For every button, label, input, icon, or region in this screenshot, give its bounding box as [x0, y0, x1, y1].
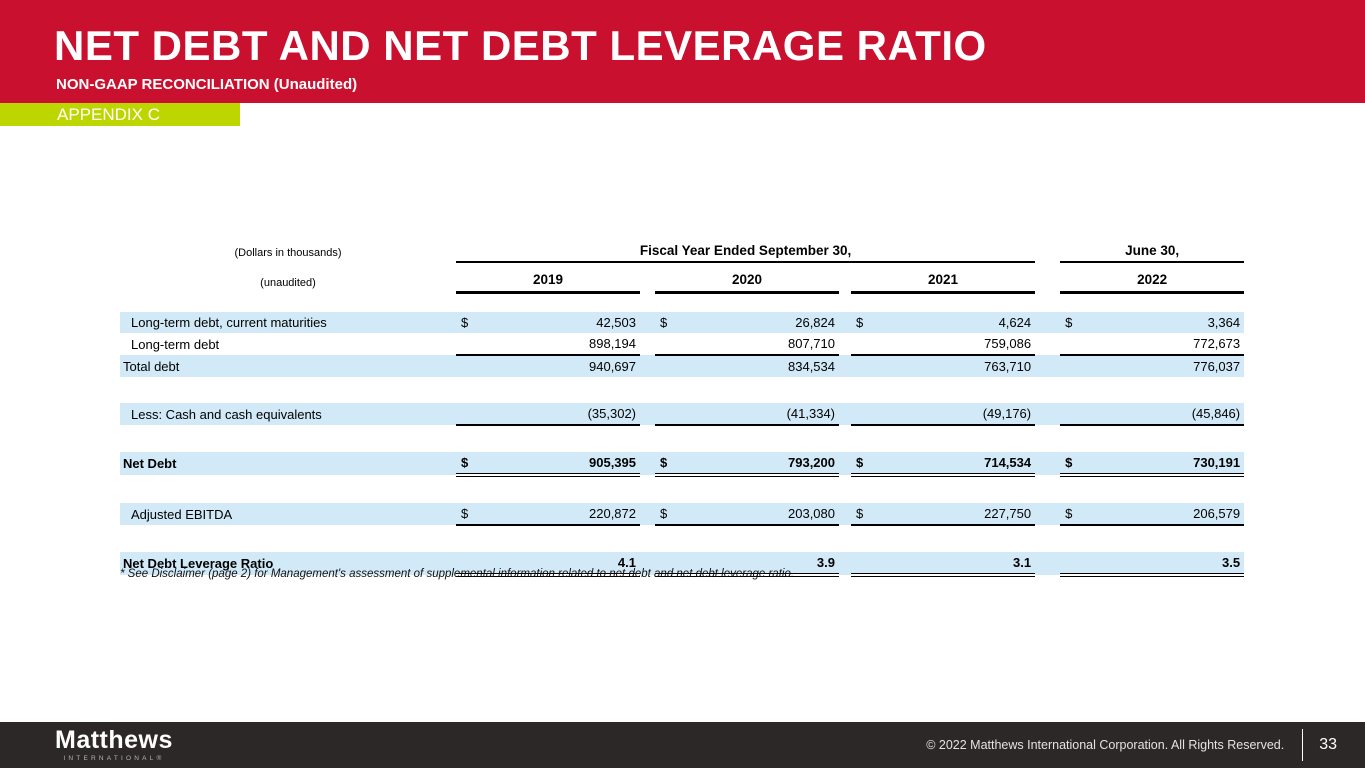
cell-value: (41,334)	[681, 403, 839, 425]
cell-value: 4.1	[482, 552, 640, 575]
spacer-row	[120, 475, 1244, 503]
footer-right	[926, 729, 1337, 761]
row-label: Net Debt	[120, 452, 456, 475]
dollar-sign	[655, 355, 681, 377]
footnote: * See Disclaimer (page 2) for Management's assessment of supplemental information related to net debt and net debt leverage ratio.	[120, 568, 795, 580]
cell-value: 714,534	[877, 452, 1035, 475]
page-title: NET DEBT AND NET DEBT LEVERAGE RATIO	[54, 22, 987, 69]
matthews-logo	[55, 725, 173, 763]
dollar-sign	[851, 355, 877, 377]
dollar-sign	[1060, 403, 1086, 425]
row-label: Less: Cash and cash equivalents	[120, 403, 456, 425]
dollar-sign: $	[456, 312, 482, 333]
row-label: Total debt	[120, 355, 456, 377]
row-label: Long-term debt	[131, 336, 220, 352]
cell-value: 730,191	[1086, 452, 1244, 475]
cell-value: 3.9	[681, 552, 839, 575]
dollar-sign: $	[655, 503, 681, 525]
dollar-sign	[851, 552, 877, 575]
fiscal-year-group-header: Fiscal Year Ended September 30,	[456, 236, 1035, 262]
cell-value: 759,086	[877, 333, 1035, 355]
table-row-less-cash	[120, 403, 1244, 425]
dollar-sign	[851, 333, 877, 355]
footer	[0, 722, 1365, 768]
dollar-sign	[456, 355, 482, 377]
dollar-sign	[1060, 552, 1086, 575]
table-row-net-debt	[120, 452, 1244, 475]
table-row-ltd	[120, 333, 1244, 355]
dollar-sign: $	[1060, 452, 1086, 475]
cell-value: (45,846)	[1086, 403, 1244, 425]
cell-value: 206,579	[1086, 503, 1244, 525]
logo-wordmark: Matthews	[55, 725, 173, 754]
dollar-sign: $	[456, 503, 482, 525]
cell-value: 220,872	[482, 503, 640, 525]
cell-value: 834,534	[681, 355, 839, 377]
table-row-total-debt	[120, 355, 1244, 377]
dollar-sign	[1060, 355, 1086, 377]
cell-value: 772,673	[1086, 333, 1244, 355]
cell-value: 776,037	[1086, 355, 1244, 377]
dollar-sign: $	[1060, 503, 1086, 525]
dollar-sign: $	[851, 312, 877, 333]
table-note-unaudited: (unaudited)	[260, 276, 316, 289]
dollar-sign: $	[851, 452, 877, 475]
row-label: Long-term debt, current maturities	[120, 312, 456, 333]
spacer-row	[120, 293, 1244, 313]
dollar-sign: $	[655, 452, 681, 475]
cell-value: 898,194	[482, 333, 640, 355]
dollar-sign: $	[456, 452, 482, 475]
footer-divider	[1302, 729, 1303, 761]
cell-value: 807,710	[681, 333, 839, 355]
cell-value: (49,176)	[877, 403, 1035, 425]
dollar-sign	[851, 403, 877, 425]
cell-value: 4,624	[877, 312, 1035, 333]
copyright-text: © 2022 Matthews International Corporation. All Rights Reserved.	[926, 738, 1285, 752]
cell-value: 763,710	[877, 355, 1035, 377]
cell-value: (35,302)	[482, 403, 640, 425]
june-group-header: June 30,	[1060, 236, 1244, 262]
year-header-2019: 2019	[456, 262, 640, 293]
cell-value: 227,750	[877, 503, 1035, 525]
dollar-sign	[655, 333, 681, 355]
appendix-tab: APPENDIX C	[0, 103, 240, 126]
cell-value: 793,200	[681, 452, 839, 475]
spacer-row	[120, 425, 1244, 452]
dollar-sign	[655, 403, 681, 425]
cell-value: 940,697	[482, 355, 640, 377]
cell-value: 3.1	[877, 552, 1035, 575]
page-subtitle: NON-GAAP RECONCILIATION (Unaudited)	[56, 76, 358, 93]
cell-value: 905,395	[482, 452, 640, 475]
dollar-sign	[1060, 333, 1086, 355]
dollar-sign	[456, 403, 482, 425]
dollar-sign: $	[1060, 312, 1086, 333]
table-note-dollars: (Dollars in thousands)	[234, 247, 342, 259]
dollar-sign	[456, 333, 482, 355]
logo-tagline: INTERNATIONAL®	[63, 754, 165, 762]
dollar-sign: $	[851, 503, 877, 525]
cell-value: 42,503	[482, 312, 640, 333]
table-row-ltd-current	[120, 312, 1244, 333]
table-row-adjusted-ebitda	[120, 503, 1244, 525]
cell-value: 3.5	[1086, 552, 1244, 575]
net-debt-table	[120, 236, 1248, 577]
year-header-2021: 2021	[851, 262, 1035, 293]
row-label: Net Debt Leverage Ratio	[120, 552, 456, 575]
year-header-2022: 2022	[1060, 262, 1244, 293]
spacer-row	[120, 377, 1244, 403]
cell-value: 26,824	[681, 312, 839, 333]
table-year-header-row	[120, 262, 1244, 293]
dollar-sign: $	[655, 312, 681, 333]
row-label: Adjusted EBITDA	[120, 503, 456, 525]
page-number: 33	[1319, 736, 1337, 753]
year-header-2020: 2020	[655, 262, 839, 293]
cell-value: 3,364	[1086, 312, 1244, 333]
header-banner	[0, 0, 1365, 103]
spacer-row	[120, 525, 1244, 552]
table-group-header-row	[120, 236, 1244, 262]
cell-value: 203,080	[681, 503, 839, 525]
